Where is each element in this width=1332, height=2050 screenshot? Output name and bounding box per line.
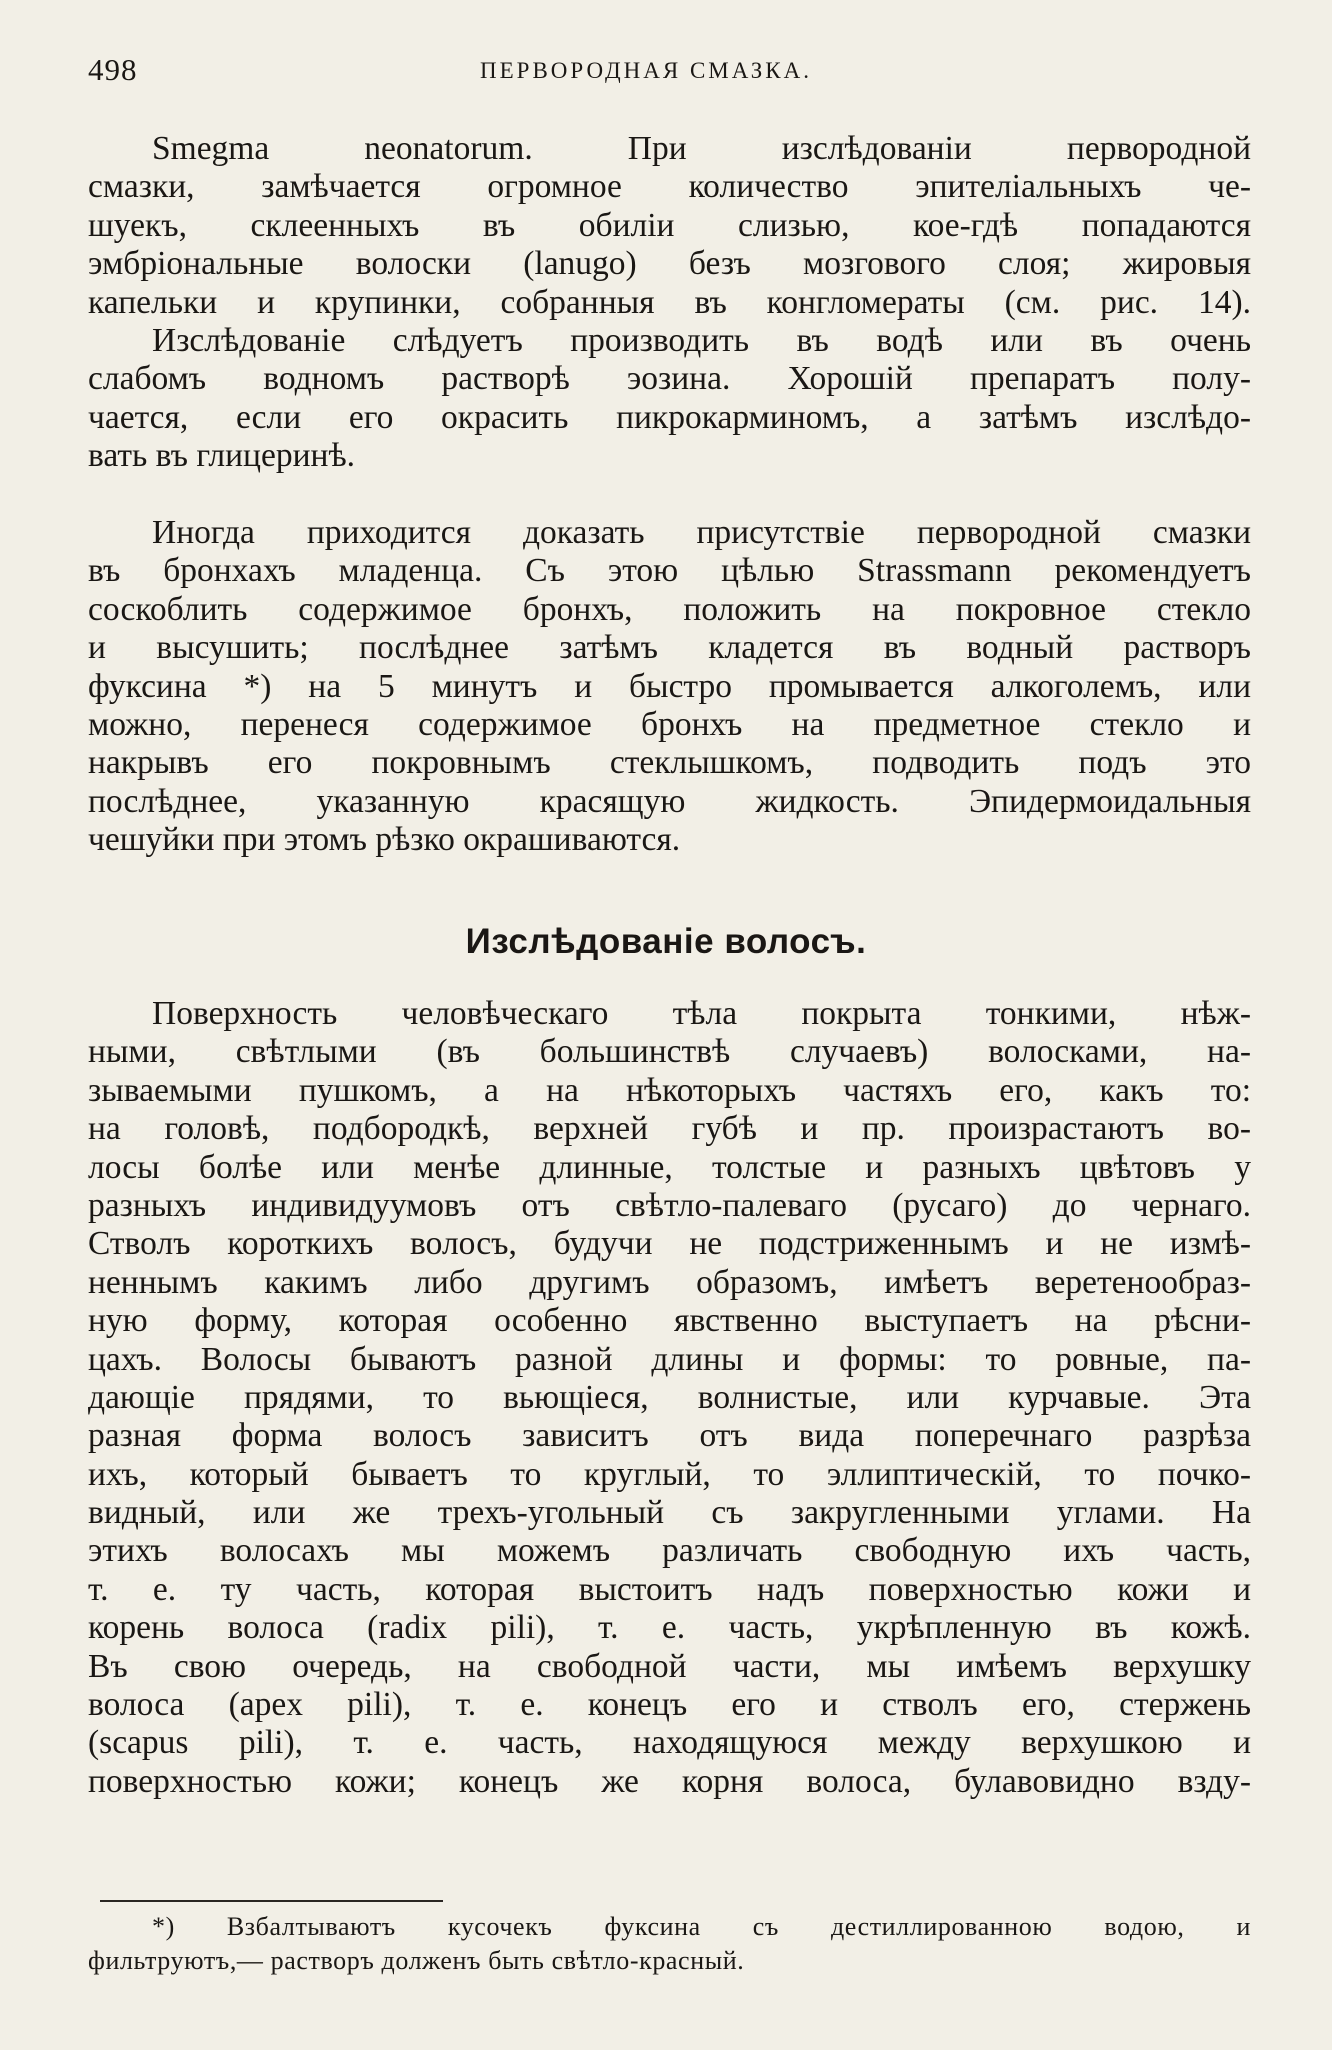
text-line: этихъ волосахъ мы можемъ различать свободную ихъ часть,: [88, 1532, 1251, 1570]
text-line: капельки и крупинки, собранныя въ конгломераты (см. рис. 14).: [88, 283, 1251, 321]
footnote-line: фильтруютъ,— растворъ долженъ быть свѣтло-красный.: [88, 1946, 745, 1975]
text-line: послѣднее, указанную красящую жидкость. Эпидермоидальныя: [88, 782, 1251, 820]
text-line: цахъ. Волосы бываютъ разной длины и формы: то ровные, па-: [88, 1340, 1251, 1378]
text-line: чешуйки при этомъ рѣзко окрашиваются.: [88, 821, 681, 859]
paragraph-bronchi: [88, 514, 1251, 860]
text-line: волоса (apex pili), т. е. конецъ его и стволъ его, стержень: [88, 1686, 1251, 1724]
text-line: ную форму, которая особенно явственно выступаетъ на рѣсни-: [88, 1302, 1251, 1340]
footnote: [88, 1910, 1251, 1978]
text-line: неннымъ какимъ либо другимъ образомъ, имѣетъ веретенообраз-: [88, 1263, 1251, 1301]
text-line: лосы болѣе или менѣе длинные, толстые и разныхъ цвѣтовъ у: [88, 1148, 1251, 1186]
footnote-divider: [100, 1900, 443, 1902]
text-line: Иногда приходится доказать присутствіе первородной смазки: [152, 514, 1251, 551]
text-line: въ бронхахъ младенца. Съ этою цѣлью Strassmann рекомендуетъ: [88, 552, 1251, 590]
text-line: зываемыми пушкомъ, а на нѣкоторыхъ частяхъ его, какъ то:: [88, 1071, 1251, 1109]
paragraph-examination: [88, 322, 1251, 476]
paragraph-hair: [88, 995, 1251, 1801]
page-number: 498: [88, 52, 138, 87]
running-title: ПЕРВОРОДНАЯ СМАЗКА.: [480, 58, 812, 83]
text-line: видный, или же трехъ-угольный съ закругленными углами. На: [88, 1494, 1251, 1532]
text-line: ихъ, который бываетъ то круглый, то эллиптическій, то почко-: [88, 1455, 1251, 1493]
text-line: Въ свою очередь, на свободной части, мы имѣемъ верхушку: [88, 1647, 1251, 1685]
footnote-line: *) Взбалтываютъ кусочекъ фуксина съ дестиллированною водою, и: [152, 1912, 1251, 1941]
text-line: ными, свѣтлыми (въ большинствѣ случаевъ) волосками, на-: [88, 1033, 1251, 1071]
text-line: разныхъ индивидуумовъ отъ свѣтло-палеваго (русаго) до чернаго.: [88, 1186, 1251, 1224]
text-line: дающіе прядями, то вьющіеся, волнистые, или курчавые. Эта: [88, 1378, 1251, 1416]
text-line: и высушить; послѣднее затѣмъ кладется въ водный растворъ: [88, 629, 1251, 667]
text-line: Стволъ короткихъ волосъ, будучи не подстриженнымъ и не измѣ-: [88, 1225, 1251, 1263]
text-line: Smegma neonatorum. При изслѣдованіи первородной: [152, 130, 1251, 167]
text-line: т. е. ту часть, которая выстоитъ надъ поверхностью кожи и: [88, 1570, 1251, 1608]
text-line: Поверхность человѣческаго тѣла покрыта тонкими, нѣж-: [152, 995, 1251, 1032]
text-line: фуксина *) на 5 минутъ и быстро промывается алкоголемъ, или: [88, 667, 1251, 705]
text-line: накрывъ его покровнымъ стеклышкомъ, подводить подъ это: [88, 744, 1251, 782]
text-line: шуекъ, склеенныхъ въ обиліи слизью, кое-гдѣ попадаются: [88, 206, 1251, 244]
running-header: [88, 52, 1248, 92]
text-line: разная форма волосъ зависитъ отъ вида поперечнаго разрѣза: [88, 1417, 1251, 1455]
text-line: на головѣ, подбородкѣ, верхней губѣ и пр. произрастаютъ во-: [88, 1110, 1251, 1148]
text-line: поверхностью кожи; конецъ же корня волоса, булавовидно взду-: [88, 1762, 1251, 1800]
text-line: соскоблить содержимое бронхъ, положить на покровное стекло: [88, 590, 1251, 628]
text-line: слабомъ водномъ растворѣ эозина. Хорошій препаратъ полу-: [88, 360, 1251, 398]
text-line: смазки, замѣчается огромное количество эпителіальныхъ че-: [88, 168, 1251, 206]
text-line: (scapus pili), т. е. часть, находящуюся между верхушкою и: [88, 1724, 1251, 1762]
paragraph-smegma: [88, 130, 1251, 322]
text-line: можно, перенеся содержимое бронхъ на предметное стекло и: [88, 705, 1251, 743]
text-line: Изслѣдованіе слѣдуетъ производить въ водѣ или въ очень: [152, 322, 1251, 359]
section-heading: Изслѣдованіе волосъ.: [465, 922, 867, 961]
text-line: корень волоса (radix pili), т. е. часть, укрѣпленную въ кожѣ.: [88, 1609, 1251, 1647]
text-line: эмбріональные волоски (lanugo) безъ мозгового слоя; жировыя: [88, 245, 1251, 283]
text-line: вать въ глицеринѣ.: [88, 437, 356, 475]
text-line: чается, если его окрасить пикрокарминомъ, а затѣмъ изслѣдо-: [88, 398, 1251, 436]
